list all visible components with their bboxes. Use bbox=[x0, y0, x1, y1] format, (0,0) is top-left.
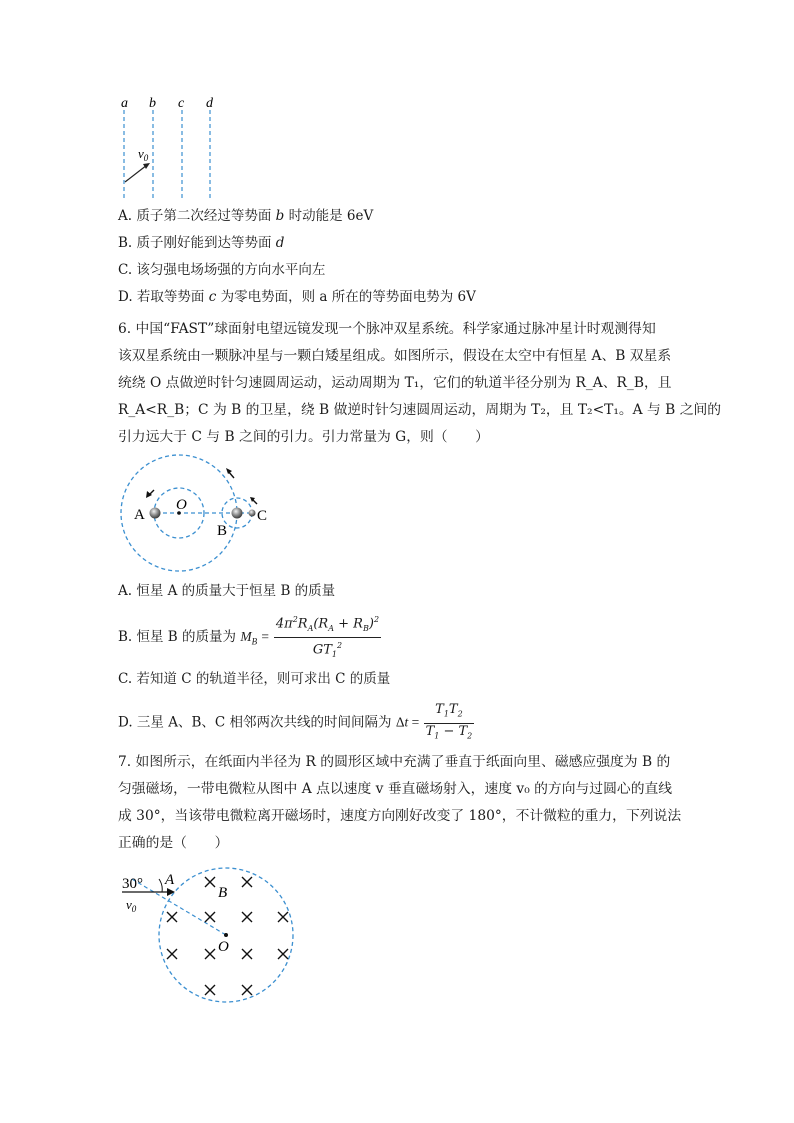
label-a: a bbox=[121, 96, 128, 111]
q5-option-d[interactable]: D. 若取等势面 c 为零电势面，则 a 所在的等势面电势为 6V bbox=[118, 289, 476, 305]
v0-label: $v_0$ bbox=[138, 146, 149, 163]
label-c: c bbox=[178, 96, 185, 111]
binary-star-diagram bbox=[118, 452, 318, 582]
equipotential-diagram bbox=[112, 92, 222, 200]
label-o: O bbox=[176, 497, 187, 513]
q6-line-4: R_A<R_B；C 为 B 的卫星，绕 B 做逆时针匀速圆周运动，周期为 T₂，且 T₂<T₁。A 与 B 之间的 bbox=[118, 402, 722, 418]
q5-option-b[interactable]: B. 质子刚好能到达等势面 d bbox=[118, 235, 285, 251]
q6-option-d[interactable]: D. 三星 A、B、C 相邻两次共线的时间间隔为 Δt = $\frac{T_1T_2}{T_1 - T_2}$ bbox=[118, 702, 474, 744]
v0-label: $v_0$ bbox=[126, 897, 137, 914]
label-b: B bbox=[218, 885, 228, 901]
q6-line-1: 6. 中国“FAST”球面射电望远镜发现一个脉冲双星系统。科学家通过脉冲星计时观测得知 bbox=[118, 321, 656, 337]
q5-option-a[interactable]: A. 质子第二次经过等势面 b 时动能是 6eV bbox=[118, 208, 374, 224]
label-d: d bbox=[206, 96, 213, 111]
formula-mb: $M_B$ = bbox=[240, 628, 270, 647]
formula-dt-fraction: $\frac{T_1T_2}{T_1 - T_2}$ bbox=[425, 702, 473, 741]
q6-line-2: 该双星系统由一颗脉冲星与一颗白矮星组成。如图所示，假设在太空中有恒星 A、B 双星系 bbox=[118, 348, 672, 364]
magnetic-field-diagram bbox=[118, 865, 308, 1010]
q6-line-3: 统绕 O 点做逆时针匀速圆周运动，运动周期为 T₁，它们的轨道半径分别为 R_A、R_B，且 bbox=[118, 375, 672, 391]
q6-option-c[interactable]: C. 若知道 C 的轨道半径，则可求出 C 的质量 bbox=[118, 671, 391, 687]
label-o: O bbox=[218, 939, 229, 955]
q5-option-c[interactable]: C. 该匀强电场场强的方向水平向左 bbox=[118, 262, 326, 278]
label-a: A bbox=[134, 507, 145, 523]
label-c: C bbox=[257, 508, 268, 524]
formula-mb-fraction: $\frac{4\pi^2R_A(R_A + R_B)^2}{GT_1^2}$ bbox=[274, 612, 381, 663]
star-a bbox=[150, 508, 161, 519]
label-b: b bbox=[149, 96, 156, 111]
star-b bbox=[232, 508, 243, 519]
q7-line-3: 成 30°，当该带电微粒离开磁场时，速度方向刚好改变了 180°，不计微粒的重力，下列说法 bbox=[118, 808, 682, 824]
q6-line-5: 引力远大于 C 与 B 之间的引力。引力常量为 G，则（ ） bbox=[118, 429, 489, 445]
q6-option-a[interactable]: A. 恒星 A 的质量大于恒星 B 的质量 bbox=[118, 583, 336, 599]
q7-line-1: 7. 如图所示，在纸面内半径为 R 的圆形区域中充满了垂直于纸面向里、磁感应强度为 B 的 bbox=[118, 754, 671, 770]
q7-line-2: 匀强磁场，一带电微粒从图中 A 点以速度 v 垂直磁场射入，速度 v₀ 的方向与过圆心的直线 bbox=[118, 781, 673, 797]
formula-dt: Δt = bbox=[395, 714, 420, 730]
q6-option-b[interactable]: B. 恒星 B 的质量为 $M_B$ = $\frac{4\pi^2R_A(R_A + R_B)^2}{GT_1^2}$ bbox=[118, 612, 381, 663]
label-b: B bbox=[217, 523, 228, 539]
satellite-c bbox=[249, 510, 256, 517]
q7-line-4: 正确的是（ ） bbox=[118, 835, 229, 851]
label-a: A bbox=[165, 872, 175, 888]
angle-label: 30° bbox=[122, 876, 143, 892]
